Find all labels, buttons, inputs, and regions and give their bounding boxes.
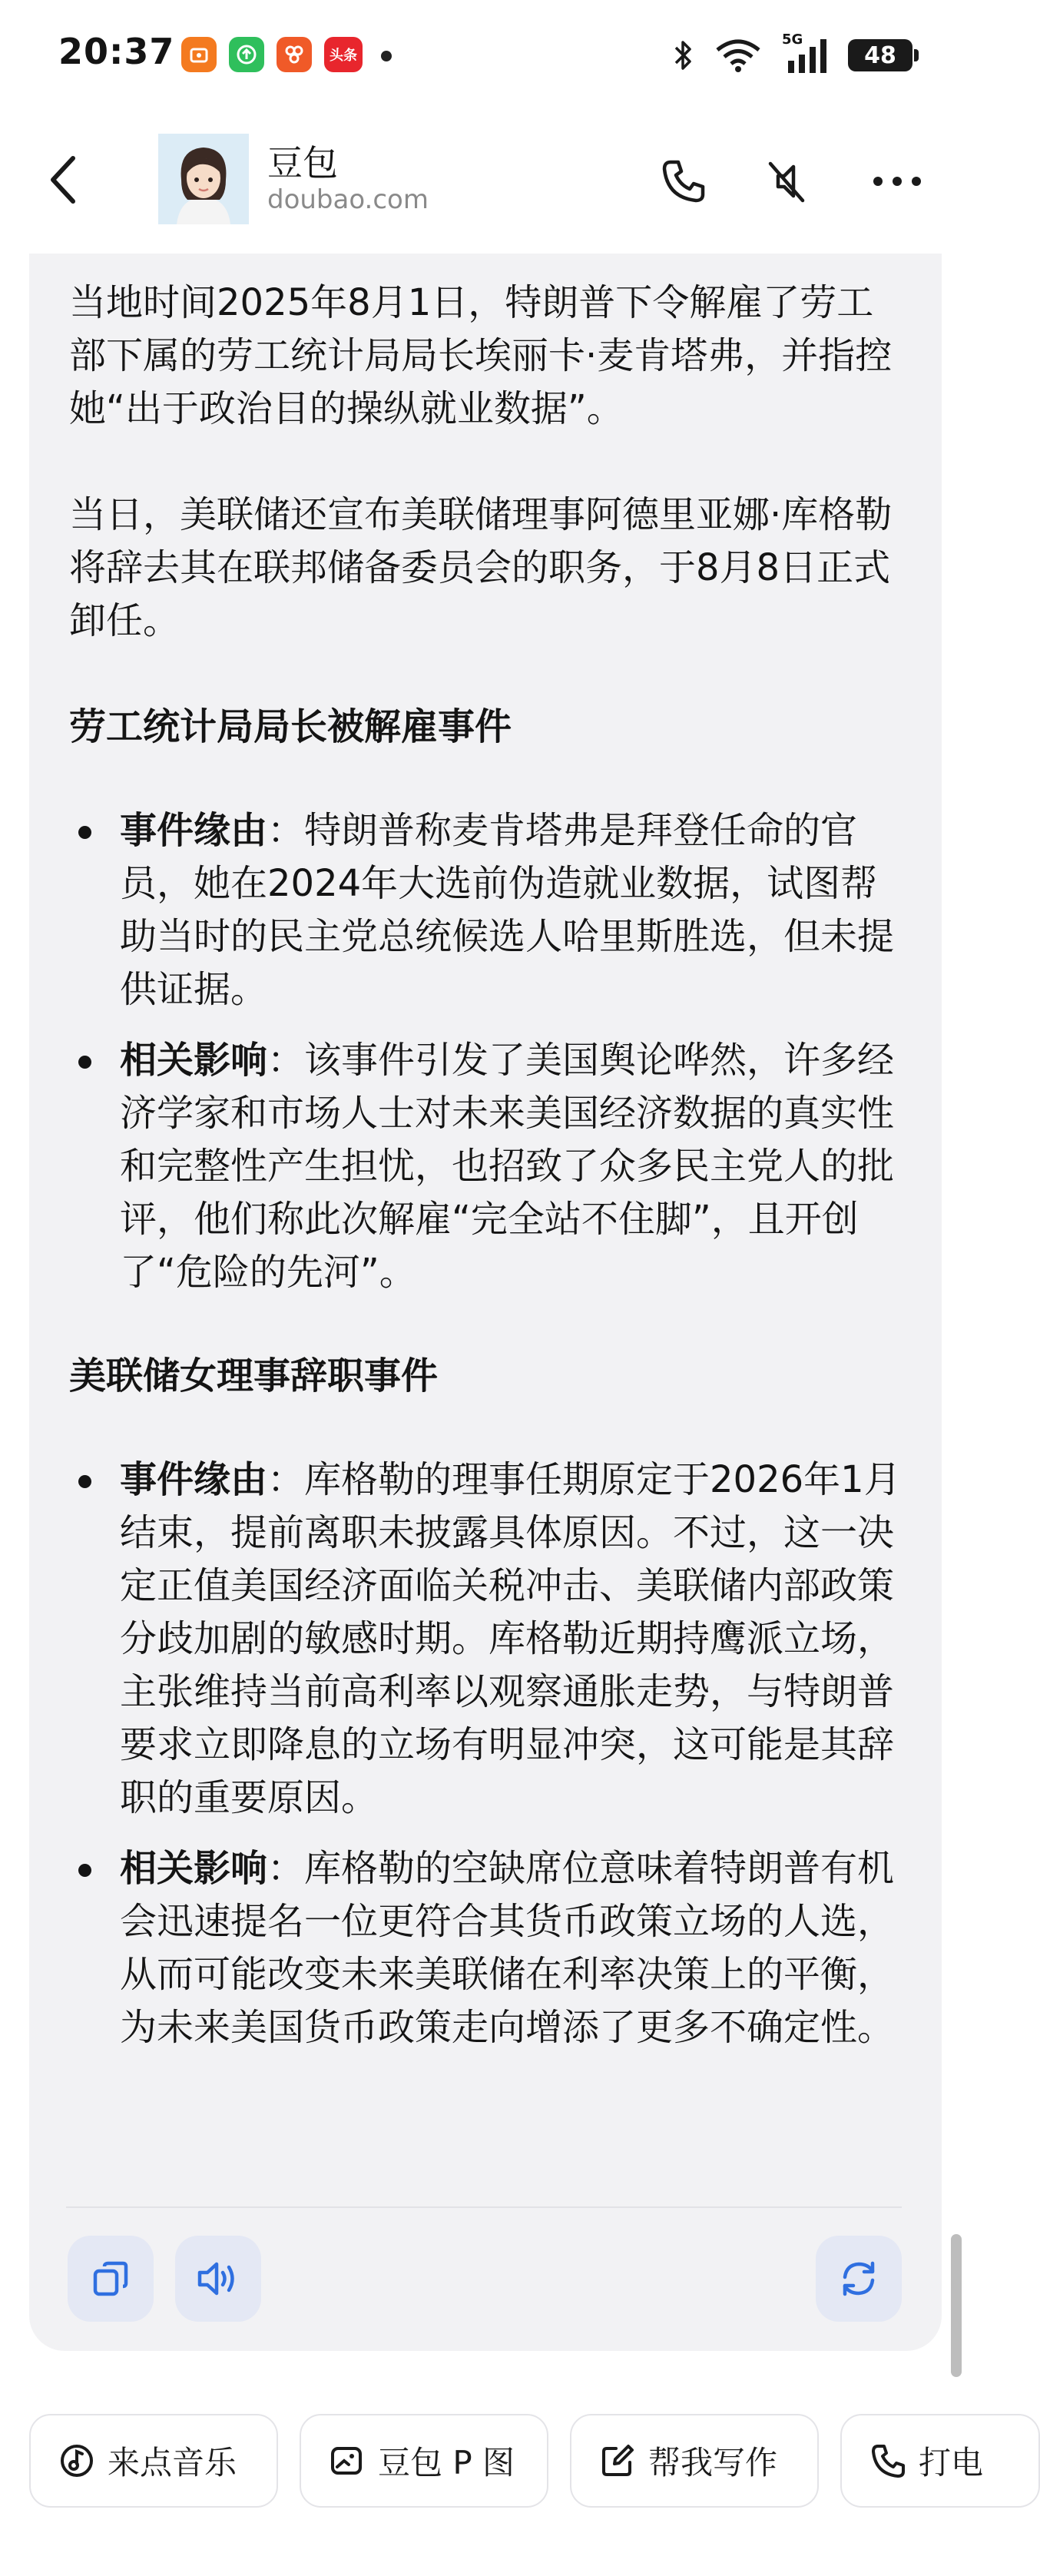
- chip-label: 豆包 P 图: [378, 2444, 515, 2482]
- scrollbar-thumb[interactable]: [951, 2234, 962, 2377]
- chip-label: 帮我写作: [648, 2444, 778, 2482]
- wifi-icon: [714, 38, 762, 73]
- assistant-message-card: [29, 254, 942, 2351]
- phone-icon: [869, 2442, 906, 2479]
- avatar[interactable]: [158, 134, 249, 224]
- back-button[interactable]: [37, 149, 91, 211]
- list-item: [69, 804, 906, 1016]
- item-text: ：库格勒的空缺席位意味着特朗普有机会迅速提名一位更符合其货币政策立场的人选，从而可能改变未来美联储在利率决策上的平衡，为未来美国货币政策走向增添了更多不确定性。: [120, 1847, 895, 2049]
- more-dots-icon: [870, 174, 924, 189]
- section-list-labor-stats: [69, 804, 906, 1299]
- chip-label: 打电: [919, 2444, 984, 2482]
- status-time: 20:37: [58, 31, 175, 72]
- section-heading-fed-governor: 美联储女理事辞职事件: [69, 1354, 439, 1397]
- toutiao-app-icon: 头条: [324, 37, 363, 72]
- list-item: [69, 1454, 906, 1825]
- item-label: 相关影响: [120, 1847, 268, 1890]
- chat-header: [0, 123, 971, 238]
- speaker-icon: [195, 2257, 241, 2300]
- item-label: 事件缘由: [120, 1458, 268, 1501]
- chevron-left-icon: [48, 155, 79, 204]
- phone-icon: [660, 157, 707, 205]
- status-bar: [0, 0, 971, 115]
- regenerate-button[interactable]: [816, 2236, 902, 2322]
- section-list-fed-governor: [69, 1454, 906, 2054]
- chip-phone[interactable]: [840, 2414, 1040, 2508]
- green-app-icon: [229, 37, 264, 72]
- refresh-icon: [836, 2256, 882, 2302]
- copy-icon: [89, 2257, 132, 2300]
- orange-grid-app-icon: [277, 37, 312, 72]
- item-label: 事件缘由: [120, 809, 268, 852]
- voice-call-button[interactable]: [654, 152, 713, 211]
- chip-label: 来点音乐: [108, 2444, 237, 2482]
- battery-indicator: 48: [848, 39, 912, 71]
- bot-name: 豆包: [267, 142, 338, 184]
- copy-button[interactable]: [68, 2236, 154, 2322]
- chip-image-edit[interactable]: [300, 2414, 548, 2508]
- notification-dot: [381, 51, 392, 61]
- list-item: [69, 1842, 906, 2054]
- chip-writing[interactable]: [570, 2414, 819, 2508]
- status-indicators: [671, 31, 912, 77]
- orange-app-icon: [181, 37, 217, 72]
- read-aloud-button[interactable]: [175, 2236, 261, 2322]
- item-text: ：特朗普称麦肯塔弗是拜登任命的官员，她在2024年大选前伪造就业数据，试图帮助当时的民主党总统候选人哈里斯胜选，但未提供证据。: [120, 809, 895, 1011]
- image-edit-icon: [329, 2442, 366, 2479]
- item-label: 相关影响: [120, 1039, 268, 1082]
- chip-music[interactable]: [29, 2414, 278, 2508]
- intro-paragraph-2: 当日，美联储还宣布美联储理事阿德里亚娜·库格勒将辞去其在联邦储备委员会的职务，于8月8日正式卸任。: [69, 493, 893, 642]
- write-icon: [599, 2442, 636, 2479]
- bot-domain: doubao.com: [267, 184, 429, 215]
- network-type: 5G: [782, 31, 803, 48]
- bluetooth-icon: [671, 38, 694, 73]
- message-body: [69, 277, 906, 2105]
- list-item: [69, 1034, 906, 1299]
- mute-speaker-button[interactable]: [757, 152, 816, 211]
- item-text: ：该事件引发了美国舆论哗然，许多经济学家和市场人士对未来美国经济数据的真实性和完整性产生担忧，也招致了众多民主党人的批评，他们称此次解雇“完全站不住脚”，且开创了“危险的先河”。: [120, 1039, 895, 1294]
- card-divider: [66, 2206, 902, 2208]
- suggestion-chips: [29, 2414, 984, 2508]
- more-options-button[interactable]: [868, 152, 926, 211]
- music-icon: [58, 2442, 95, 2479]
- cellular-signal-icon: [782, 31, 828, 75]
- intro-paragraph-1: 当地时间2025年8月1日，特朗普下令解雇了劳工部下属的劳工统计局局长埃丽卡·麦肯塔弗，并指控她“出于政治目的操纵就业数据”。: [69, 281, 893, 430]
- speaker-mute-icon: [763, 157, 810, 205]
- section-heading-labor-stats: 劳工统计局局长被解雇事件: [69, 705, 512, 748]
- item-text: ：库格勒的理事任期原定于2026年1月结束，提前离职未披露具体原因。不过，这一决定正值美国经济面临关税冲击、美联储内部政策分歧加剧的敏感时期。库格勒近期持鹰派立场，主张维持当前高利率以观察通胀走势，与特朗普要求立即降息的立场有明显冲突，这可能是其辞职的重要原因。: [120, 1458, 901, 1819]
